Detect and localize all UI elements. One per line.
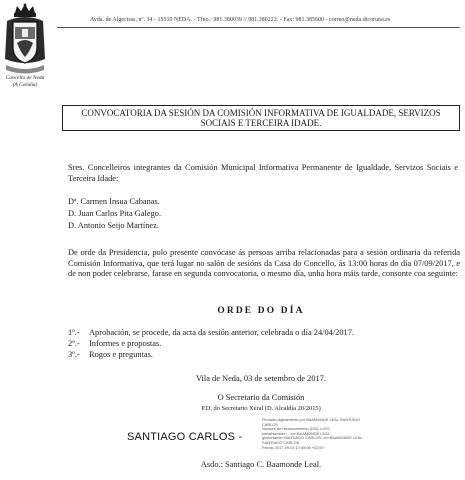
agenda-item-3: [68, 350, 153, 360]
agenda-item-text: Aprobación, se procede, da acta da sesión anterior, celebrada o día 24/04/2017.: [89, 328, 355, 337]
agenda-item-2: [68, 339, 161, 349]
signature-detail-line: serialNumber= , sn=BAAMONDE LEAL,: [262, 430, 331, 436]
crest-emblem-icon: [3, 3, 47, 77]
place-date: Vila de Neda, 03 de setembro de 2017.: [196, 374, 326, 383]
agenda-heading: ORDE DO DÍA: [217, 306, 305, 316]
signature-detail-line: Firmado digitalmente por BAAMONDE LEAL SANTIAGO: [262, 417, 361, 422]
member-name-2: D. Juan Carlos Pita Galego.: [68, 209, 162, 218]
member-name-3: D. Antonio Seijo Martínez.: [68, 221, 159, 230]
member-name-1: Dª. Carmen Insua Cabanas.: [68, 197, 160, 206]
signature-detail-line: SANTIAGO CARLOS -: [262, 439, 302, 445]
addressee-paragraph: Sres. Concelleiros integrantes da Comisión Municipal Informativa Permanente de Igualdade, Servizos Sociais e Terceira Idade:: [68, 163, 458, 183]
signature-detail-line: CARLOS: [262, 421, 278, 427]
contact-line: Avda. de Algeciras, nº. 34 - 15510 NEDA. - Tfno.: 981.380039 // 981.380222. - Fax: 981.385600 - correo@neda.dicoruna.es: [90, 17, 391, 23]
digital-signature-details: [262, 418, 382, 450]
signed-by: Asdo.: Santiago C. Baamonde Leal.: [200, 460, 322, 469]
agenda-item-number: 3º.-: [68, 350, 80, 359]
agenda-item-text: Rogos e preguntas.: [89, 350, 153, 359]
digital-signature-name: SANTIAGO CARLOS -: [127, 431, 243, 443]
signature-detail-line: givenName=SANTIAGO CARLOS, cn=BAAMONDE LEAL: [262, 435, 363, 441]
header-divider: [57, 27, 460, 28]
agenda-item-number: 1º.-: [68, 328, 80, 337]
municipal-crest: [3, 3, 47, 89]
delegation-note: P.D. do Secretario Xeral (D. Alcaldía 20/2015): [201, 405, 321, 412]
agenda-item-text: Informes e propostas.: [89, 339, 162, 348]
agenda-item-number: 2º.-: [68, 339, 80, 348]
agenda-item-1: [68, 328, 354, 338]
document-title: CONVOCATORIA DA SESIÓN DA COMISIÓN INFORMATIVA DE IGUALDADE, SERVIZOS SOCIAIS E TERCEIRA IDADE.: [62, 105, 460, 131]
secretary-title: O Secretario da Comisión: [217, 393, 305, 402]
crest-subcaption: (A Coruña): [12, 82, 38, 88]
crest-caption: Concello de Neda: [5, 75, 45, 81]
signature-detail-line: Fecha: 2017.09.03 17:49:08 +02'00': [262, 444, 325, 450]
convocation-paragraph: De orde da Presidencia, polo presente convócase ás persoas arriba relacionadas para a sesión ordinaria da referida Comisión Informativa, que terá lugar no salón de sesións da Casa do Concello, ás 13:00 horas do día 07/09/2017, e de non poder celebrarse, farase en segunda convocatoria, o mesmo día, unha hora máis tarde, consonte coa seguinte:: [68, 248, 460, 279]
signature-detail-line: Nombre de reconocimiento (DN): c=ES,: [262, 426, 331, 432]
